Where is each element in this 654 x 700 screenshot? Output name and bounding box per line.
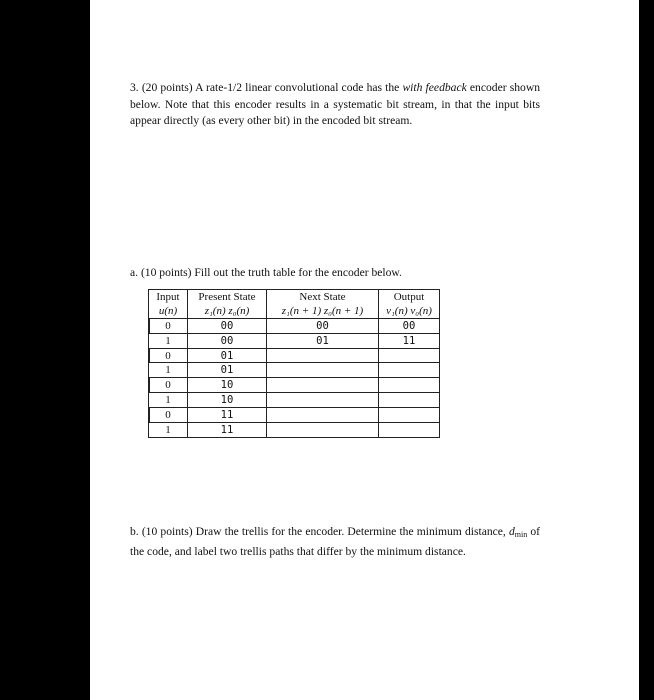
table-row [149,318,440,333]
table-row [149,408,440,423]
problem-3-lead: 3. (20 points) A rate-1/2 linear convolutional code has the [130,81,403,94]
cell-input: 1 [149,423,188,438]
cell-input: 0 [149,378,188,393]
problem-3-emphasis: with feedback [402,81,467,94]
cell-present-state: 11 [188,423,267,438]
cell-output [379,393,440,408]
cell-present-state: 00 [188,318,267,333]
cell-output: 00 [379,318,440,333]
cell-output [379,378,440,393]
cell-input: 1 [149,333,188,348]
part-a-prompt: a. (10 points) Fill out the truth table for the encoder below. [130,266,402,279]
part-b-lead: b. (10 points) Draw the trellis for the encoder. Determine the minimum distance, [130,525,509,538]
cell-input: 1 [149,363,188,378]
cell-next-state [267,423,379,438]
subheader-next-state: z₁(n + 1) z₀(n + 1) [267,304,379,318]
cell-present-state: 00 [188,333,267,348]
problem-3-rest: encoder shown below. Note that this encoder results in a systematic bit stream, in that the input bits appear directly (as every other bit) in the encoded bit stream. [130,81,540,127]
cell-input: 0 [149,348,188,363]
table-row [149,393,440,408]
cell-output [379,408,440,423]
cell-output [379,363,440,378]
cell-next-state [267,378,379,393]
table-header-row [149,290,440,304]
cell-present-state: 10 [188,393,267,408]
table-row [149,363,440,378]
cell-input: 1 [149,393,188,408]
cell-next-state: 00 [267,318,379,333]
cell-next-state [267,348,379,363]
table-row [149,378,440,393]
cell-present-state: 10 [188,378,267,393]
table-subheader-row [149,304,440,318]
subheader-input: u(n) [149,304,188,318]
truth-table [148,289,440,438]
header-present-state: Present State [188,290,267,304]
header-output: Output [379,290,440,304]
part-b-text [130,524,540,560]
cell-next-state [267,393,379,408]
cell-output [379,423,440,438]
cell-present-state: 11 [188,408,267,423]
document-page [90,0,639,700]
cell-next-state [267,408,379,423]
cell-output [379,348,440,363]
subheader-output: v₁(n) v₀(n) [379,304,440,318]
table-row [149,333,440,348]
cell-next-state [267,363,379,378]
cell-input: 0 [149,408,188,423]
cell-present-state: 01 [188,363,267,378]
header-input: Input [149,290,188,304]
part-b-rest: of the code, and label two trellis paths that differ by the minimum distance. [130,525,540,558]
subheader-present-state: z₁(n) z₀(n) [188,304,267,318]
cell-input: 0 [149,318,188,333]
cell-output: 11 [379,333,440,348]
header-next-state: Next State [267,290,379,304]
dmin-symbol: d [508,525,515,538]
table-row [149,423,440,438]
problem-3-text [130,80,540,130]
table-row [149,348,440,363]
cell-present-state: 01 [188,348,267,363]
cell-next-state: 01 [267,333,379,348]
dmin-subscript: min [514,530,528,539]
